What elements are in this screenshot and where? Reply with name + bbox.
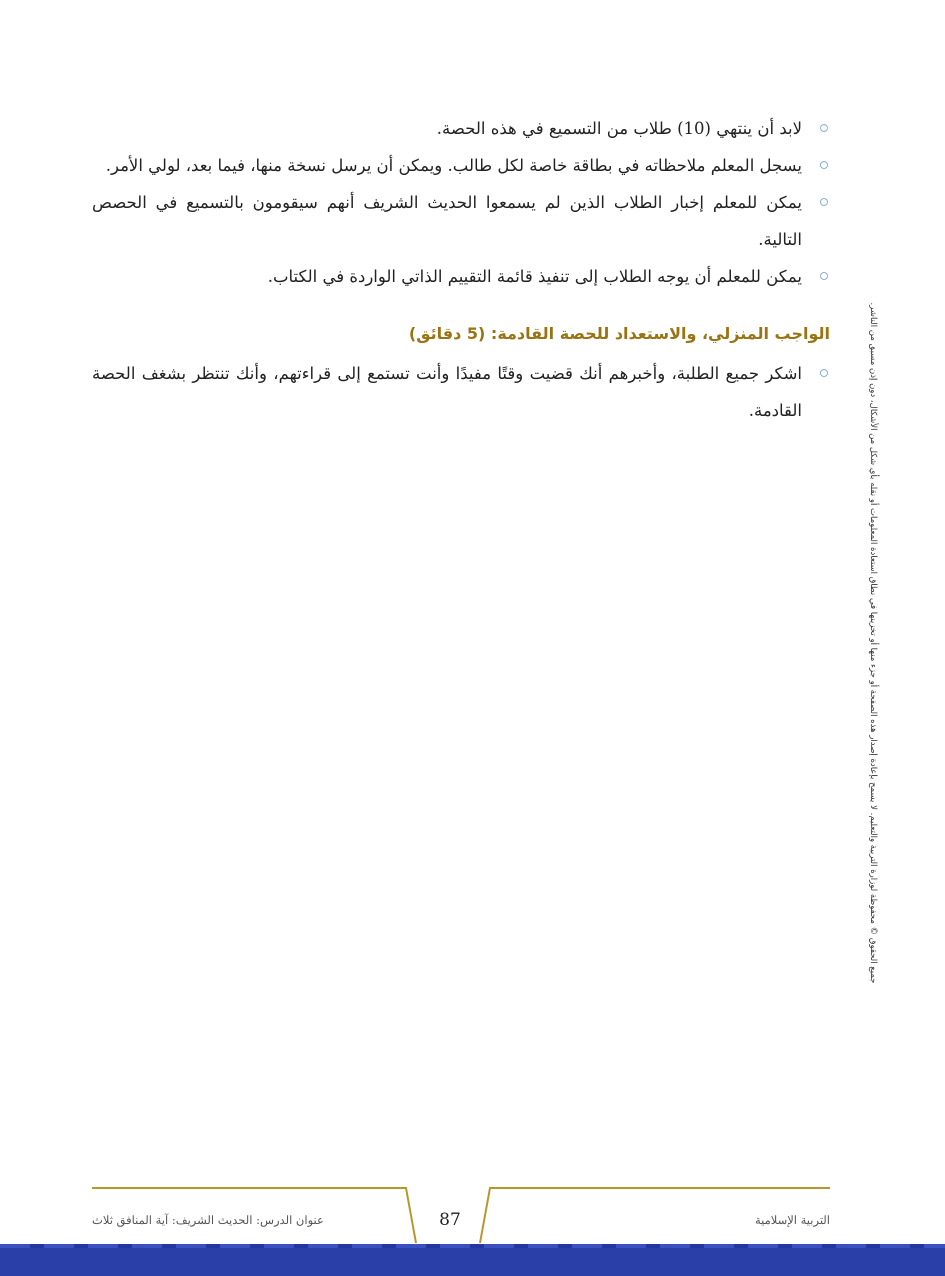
footer-subject: التربية الإسلامية xyxy=(754,1213,830,1227)
list-item: يمكن للمعلم أن يوجه الطلاب إلى تنفيذ قائمة التقييم الذاتي الواردة في الكتاب. xyxy=(92,258,830,295)
list-item: يمكن للمعلم إخبار الطلاب الذين لم يسمعوا الحديث الشريف أنهم سيقومون بالتسميع في الحصص التالية. xyxy=(92,184,830,258)
copyright-text: جميع الحقوق © محفوظة لوزارة التربية والتعليم. لا يسمح بإعادة إصدار هذه الصفحة أو جزء منها أو تخزينها في نطاق استعادة المعلومات أو نقله بأي شكل من الأشكال، دون إذن مسبق من الناشر. xyxy=(868,302,878,984)
footer-blue-bar xyxy=(0,1244,945,1276)
section-heading: الواجب المنزلي، والاستعداد للحصة القادمة: (5 دقائق) xyxy=(408,324,830,343)
list-item: يسجل المعلم ملاحظاته في بطاقة خاصة لكل طالب. ويمكن أن يرسل نسخة منها، فيما بعد، لولي الأمر. xyxy=(92,147,830,184)
list-item: لابد أن ينتهي (10) طلاب من التسميع في هذه الحصة. xyxy=(92,110,830,147)
page-number: 87 xyxy=(439,1210,461,1230)
footer-lesson-title: عنوان الدرس: الحديث الشريف: آية المنافق ثلاث xyxy=(92,1213,324,1227)
list-item: اشكر جميع الطلبة، وأخبرهم أنك قضيت وقتًا مفيدًا وأنت تستمع إلى قراءتهم، وأنك تنتظر بشغف الحصة القادمة. xyxy=(92,355,830,429)
